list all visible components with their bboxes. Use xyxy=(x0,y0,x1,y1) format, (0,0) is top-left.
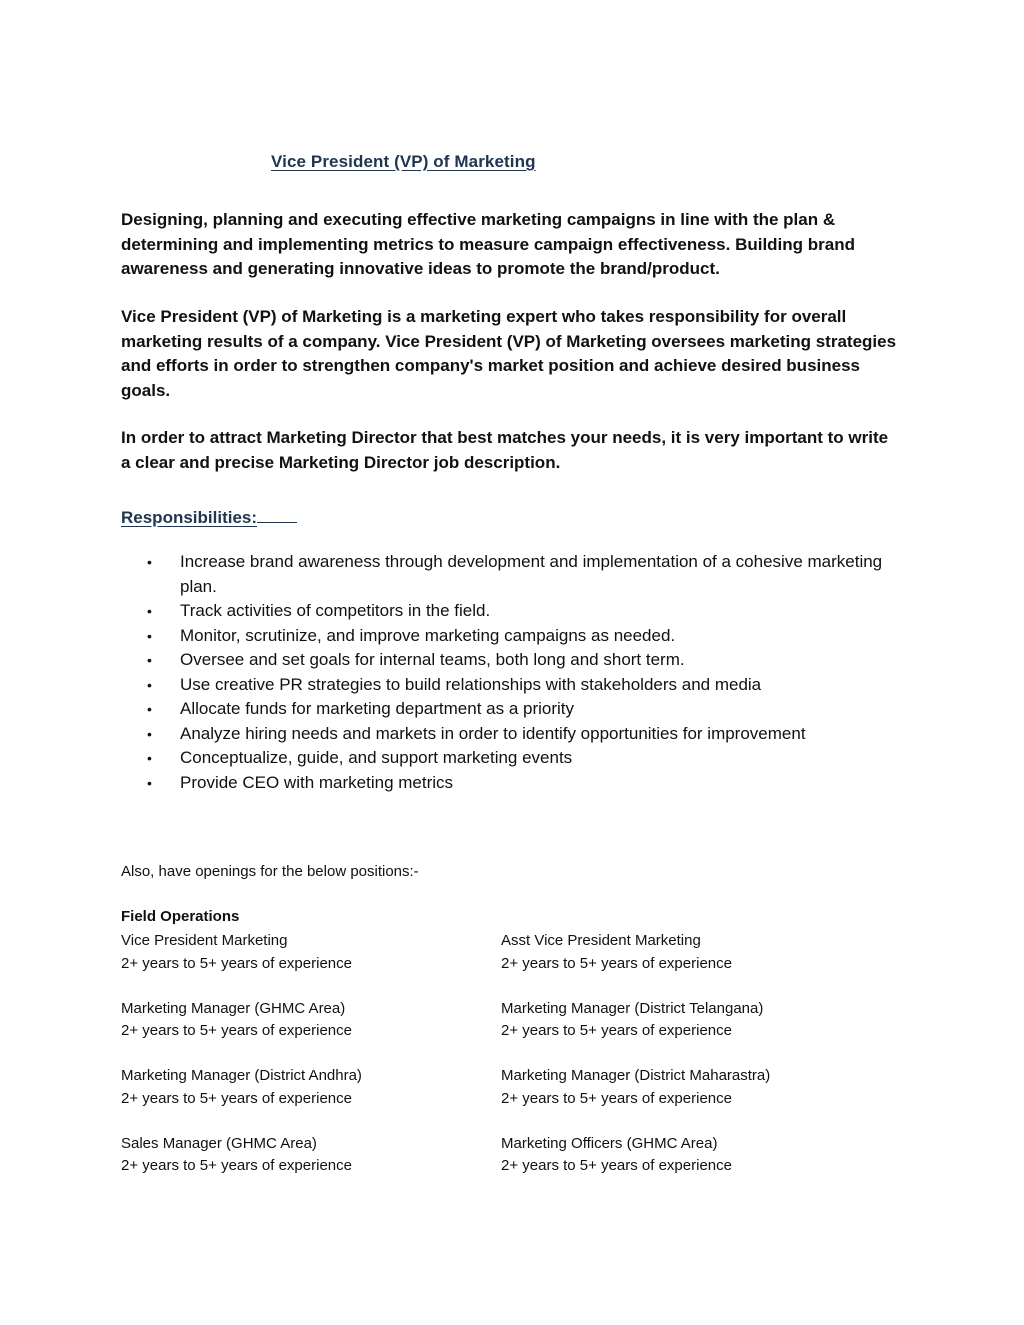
position-title: Asst Vice President Marketing xyxy=(501,932,701,949)
position-entry xyxy=(121,1065,501,1133)
position-experience: 2+ years to 5+ years of experience xyxy=(501,1089,732,1107)
bullet-icon: • xyxy=(147,554,152,570)
position-entry xyxy=(501,998,881,1066)
position-title: Marketing Manager (District Telangana) xyxy=(501,999,764,1017)
intro-paragraph-3: In order to attract Marketing Director that best matches your needs, it is very important to write a clear and precise Marketing Director job description. xyxy=(121,428,889,472)
position-experience: 2+ years to 5+ years of experience xyxy=(121,1157,352,1174)
responsibility-item xyxy=(121,746,901,771)
responsibilities-heading xyxy=(121,508,297,528)
bullet-icon: • xyxy=(147,750,152,766)
responsibility-text: Conceptualize, guide, and support marketing events xyxy=(180,748,573,767)
position-title: Marketing Officers (GHMC Area) xyxy=(501,1134,718,1152)
position-title: Sales Manager (GHMC Area) xyxy=(121,1134,317,1152)
bullet-icon: • xyxy=(147,701,152,717)
position-experience: 2+ years to 5+ years of experience xyxy=(121,954,352,972)
responsibility-item xyxy=(121,624,901,649)
field-operations-heading: Field Operations xyxy=(121,908,240,925)
bullet-icon: • xyxy=(147,652,152,668)
responsibility-text: Monitor, scrutinize, and improve marketing campaigns as needed. xyxy=(180,625,676,645)
responsibility-text: Use creative PR strategies to build relationships with stakeholders and media xyxy=(180,674,762,694)
responsibility-item xyxy=(121,550,901,599)
responsibilities-heading-text: Responsibilities: xyxy=(121,508,258,527)
bullet-icon: • xyxy=(147,725,152,742)
position-title: Vice President Marketing xyxy=(121,932,288,949)
responsibility-item xyxy=(121,648,901,673)
positions-row xyxy=(121,1133,881,1201)
position-title: Marketing Manager (GHMC Area) xyxy=(121,999,346,1017)
position-entry xyxy=(121,998,501,1066)
positions-row xyxy=(121,930,881,998)
position-entry xyxy=(501,930,881,998)
position-title: Marketing Manager (District Andhra) xyxy=(121,1067,362,1084)
responsibility-text: Increase brand awareness through development and implementation of a cohesive marketing plan. xyxy=(180,552,883,596)
responsibility-item xyxy=(121,722,901,747)
heading-underline-tail xyxy=(257,508,297,523)
position-experience: 2+ years to 5+ years of experience xyxy=(501,1157,732,1174)
position-experience: 2+ years to 5+ years of experience xyxy=(121,1022,352,1039)
position-experience: 2+ years to 5+ years of experience xyxy=(121,1089,352,1107)
responsibility-text: Provide CEO with marketing metrics xyxy=(180,772,454,792)
bullet-icon: • xyxy=(147,603,152,619)
bullet-icon: • xyxy=(147,774,152,791)
document-title: Vice President (VP) of Marketing xyxy=(271,152,536,171)
position-entry xyxy=(501,1065,881,1133)
responsibility-text: Track activities of competitors in the field. xyxy=(180,601,491,620)
position-title: Marketing Manager (District Maharastra) xyxy=(501,1067,771,1084)
position-entry xyxy=(501,1133,881,1201)
positions-row xyxy=(121,998,881,1066)
responsibility-item xyxy=(121,599,901,624)
responsibility-item xyxy=(121,673,901,698)
intro-paragraph-2: Vice President (VP) of Marketing is a marketing expert who takes responsibility for overall marketing results of a company. Vice President (VP) of Marketing oversees marketing strategies and efforts in order to strengthen company's market position and achieve desired business goals. xyxy=(121,307,897,400)
position-entry xyxy=(121,1133,501,1201)
position-experience: 2+ years to 5+ years of experience xyxy=(501,954,732,972)
responsibility-text: Allocate funds for marketing department as a priority xyxy=(180,699,575,718)
responsibility-text: Analyze hiring needs and markets in order to identify opportunities for improvement xyxy=(180,723,806,743)
position-experience: 2+ years to 5+ years of experience xyxy=(501,1022,732,1039)
intro-paragraph-1: Designing, planning and executing effective marketing campaigns in line with the plan & determining and implementing metrics to measure campaign effectiveness. Building brand awareness and generating innovative ideas to promote the brand/product. xyxy=(121,210,855,278)
openings-intro: Also, have openings for the below positions:- xyxy=(121,863,419,880)
positions-row xyxy=(121,1065,881,1133)
responsibility-text: Oversee and set goals for internal teams, both long and short term. xyxy=(180,650,685,669)
responsibility-item xyxy=(121,771,901,796)
responsibilities-list xyxy=(121,550,901,795)
position-entry xyxy=(121,930,501,998)
responsibility-item xyxy=(121,697,901,722)
bullet-icon: • xyxy=(147,627,152,644)
positions-grid xyxy=(121,930,881,1200)
bullet-icon: • xyxy=(147,676,152,693)
